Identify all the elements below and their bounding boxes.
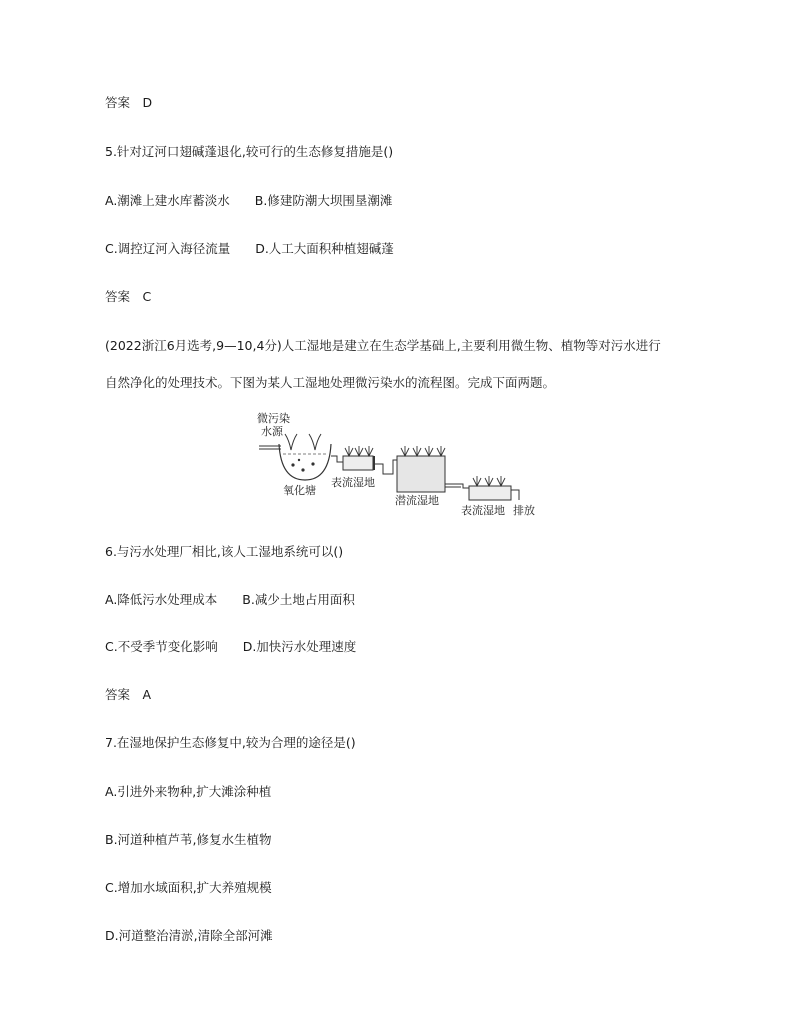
question-5-options-ab: A.潮滩上建水库蓄淡水 B.修建防潮大坝围垦潮滩 (105, 193, 393, 208)
subsurface-wetland-label: 潜流湿地 (395, 494, 439, 507)
surface-wetland-1-label: 表流湿地 (331, 476, 375, 489)
answer-line: 答案 A (105, 687, 152, 702)
surface-wetland-2-label: 表流湿地 (461, 504, 505, 517)
wetland-flow-diagram (255, 410, 555, 522)
question-5-stem: 5.针对辽河口翅碱蓬退化,较可行的生态修复措施是() (105, 144, 394, 159)
question-7-stem: 7.在湿地保护生态修复中,较为合理的途径是() (105, 735, 356, 750)
question-7-option-b: B.河道种植芦苇,修复水生植物 (105, 832, 272, 847)
source-label-1: 微污染 (257, 412, 290, 425)
passage-line-2: 自然净化的处理技术。下图为某人工湿地处理微污染水的流程图。完成下面两题。 (105, 375, 556, 390)
question-6-stem: 6.与污水处理厂相比,该人工湿地系统可以() (105, 544, 344, 559)
oxidation-pond-label: 氧化塘 (283, 484, 316, 497)
answer-line: 答案 D (105, 95, 153, 110)
question-6-options-cd: C.不受季节变化影响 D.加快污水处理速度 (105, 639, 357, 654)
question-6-options-ab: A.降低污水处理成本 B.减少土地占用面积 (105, 592, 355, 607)
passage-line-1: (2022浙江6月选考,9—10,4分)人工湿地是建立在生态学基础上,主要利用微生物、植物等对污水进行 (105, 338, 661, 353)
answer-line: 答案 C (105, 289, 152, 304)
discharge-label: 排放 (513, 504, 535, 517)
source-label-2: 水源 (261, 425, 283, 438)
question-7-option-a: A.引进外来物种,扩大滩涂种植 (105, 784, 272, 799)
question-7-option-d: D.河道整治清淤,清除全部河滩 (105, 928, 273, 943)
question-5-options-cd: C.调控辽河入海径流量 D.人工大面积种植翅碱蓬 (105, 241, 394, 256)
question-7-option-c: C.增加水域面积,扩大养殖规模 (105, 880, 272, 895)
